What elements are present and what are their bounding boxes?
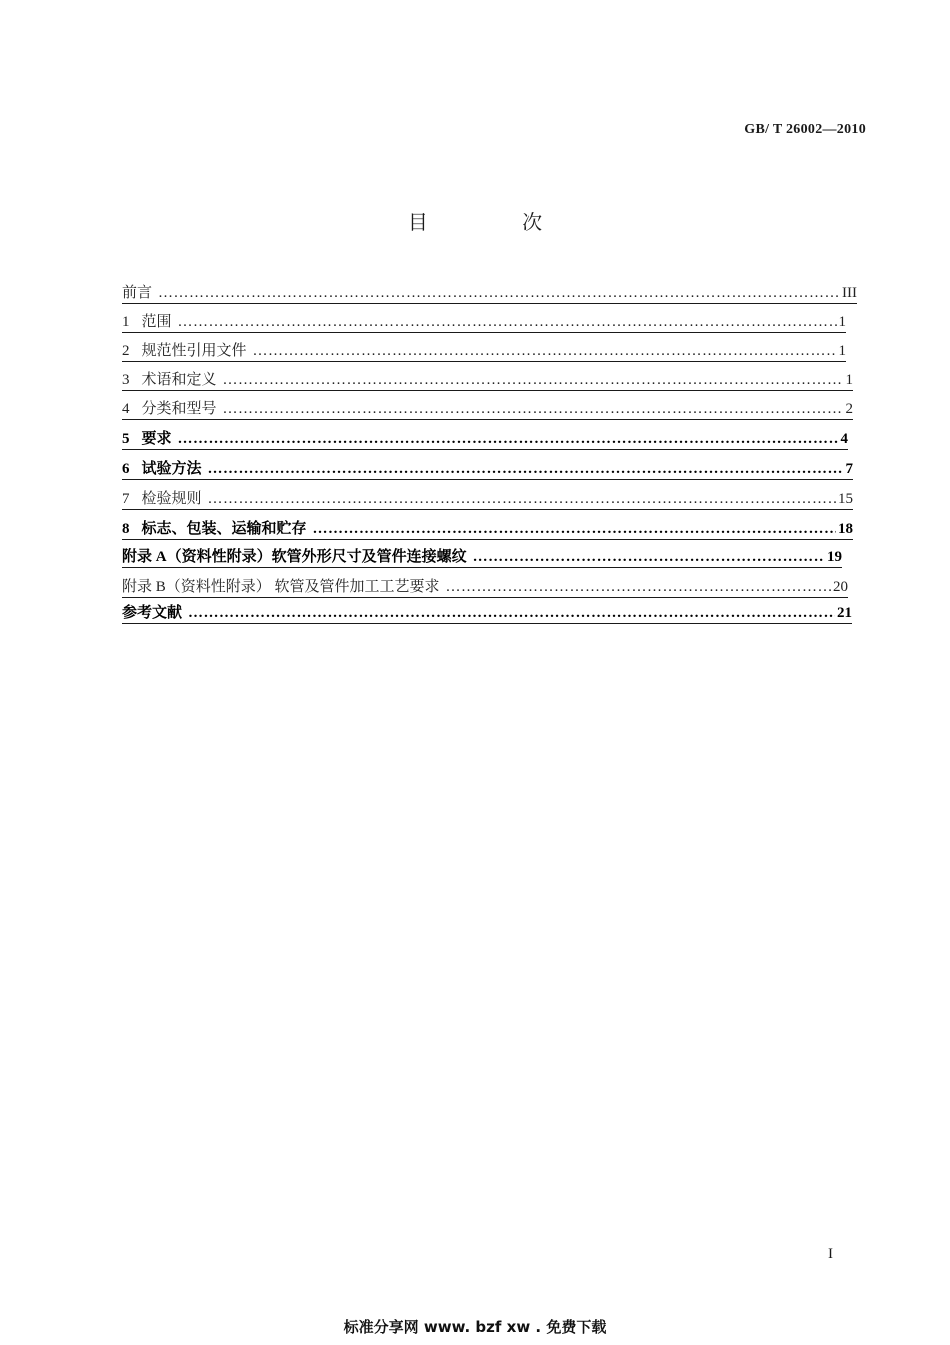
toc-leader-dots (178, 312, 837, 332)
toc-entry-title: 要求 (141, 431, 172, 447)
toc-leader-dots (178, 429, 839, 449)
toc-entry-label (122, 312, 172, 332)
toc-entry-number: 1 (122, 314, 130, 330)
toc-entry[interactable] (122, 341, 846, 362)
toc-entry-number: 7 (122, 491, 130, 507)
toc-entry[interactable] (122, 547, 842, 568)
toc-entry-page: 1 (838, 343, 846, 359)
toc-leader-dots (473, 547, 825, 567)
toc-entry-page: 2 (845, 401, 853, 417)
toc-entry-title: 分类和型号 (141, 401, 217, 417)
toc-entry-number: 6 (122, 461, 130, 477)
toc-entry-number: 3 (122, 372, 130, 388)
watermark-text: 标准分享网 www. bzf xw . 免费下载 (343, 1318, 607, 1336)
toc-entry-page: 7 (845, 461, 853, 477)
toc-entry-page: 21 (837, 605, 852, 621)
toc-entry[interactable] (122, 370, 853, 391)
toc-entry-label (122, 370, 217, 390)
toc-entry-number: 8 (122, 521, 130, 537)
page-number: I (828, 1246, 833, 1262)
toc-entry-page: 15 (838, 491, 853, 507)
toc-entry[interactable] (122, 283, 857, 304)
toc-leader-dots (223, 399, 844, 419)
toc-entry-label (122, 519, 307, 539)
toc-entry-title: 前言 (122, 285, 153, 301)
toc-entry-label (122, 577, 440, 597)
toc-entry-page: 19 (827, 549, 842, 565)
toc-leader-dots (223, 370, 844, 390)
toc-entry-title: 附录 A（资料性附录）软管外形尺寸及管件连接螺纹 (122, 549, 467, 565)
toc-entry[interactable] (122, 577, 848, 598)
toc-entry-label (122, 489, 202, 509)
toc-entry-title: 附录 B（资料性附录） 软管及管件加工工艺要求 (122, 579, 440, 595)
toc-entry-title: 参考文献 (122, 605, 183, 621)
toc-entry-label (122, 603, 182, 623)
toc-entry-title: 标志、包装、运输和贮存 (141, 521, 307, 537)
toc-entry-page: 1 (845, 372, 853, 388)
toc-leader-dots (188, 603, 835, 623)
toc-entry[interactable] (122, 429, 848, 450)
toc-entry-label (122, 547, 467, 567)
toc-entry[interactable] (122, 489, 853, 510)
toc-entry-number: 5 (122, 431, 130, 447)
toc-entry-label (122, 283, 152, 303)
toc-entry-label (122, 341, 247, 361)
toc-entry[interactable] (122, 519, 853, 540)
toc-leader-dots (253, 341, 837, 361)
toc-entry-page: III (842, 285, 857, 301)
toc-leader-dots (446, 577, 831, 597)
toc-leader-dots (313, 519, 836, 539)
toc-entry-title: 检验规则 (141, 491, 202, 507)
toc-entry-page: 18 (838, 521, 853, 537)
toc-leader-dots (208, 489, 836, 509)
toc-entry-label (122, 429, 172, 449)
toc-entry[interactable] (122, 312, 846, 333)
toc-entry[interactable] (122, 399, 853, 420)
toc-leader-dots (158, 283, 840, 303)
standard-number: GB/ T 26002—2010 (744, 122, 866, 137)
toc-entry-title: 范围 (141, 314, 172, 330)
toc-leader-dots (208, 459, 844, 479)
toc-entry-page: 4 (840, 431, 848, 447)
toc-title: 目 次 (407, 210, 587, 234)
toc-entry[interactable] (122, 603, 852, 624)
toc-entry-label (122, 399, 217, 419)
toc-entry-number: 2 (122, 343, 130, 359)
toc-entry[interactable] (122, 459, 853, 480)
toc-entry-title: 规范性引用文件 (141, 343, 247, 359)
toc-entry-label (122, 459, 202, 479)
toc-entry-page: 1 (838, 314, 846, 330)
toc-entry-title: 试验方法 (141, 461, 202, 477)
toc-entry-title: 术语和定义 (141, 372, 217, 388)
toc-entry-number: 4 (122, 401, 130, 417)
toc-entry-page: 20 (833, 579, 848, 595)
